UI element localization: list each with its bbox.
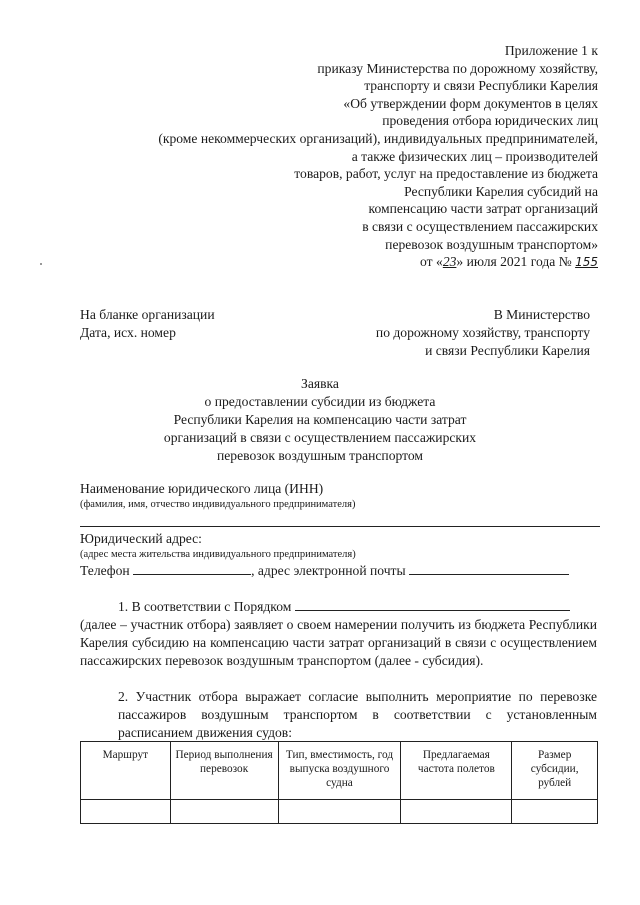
name-label: Наименование юридического лица (ИНН) bbox=[80, 481, 324, 496]
paragraph-1-lead: 1. В соответствии с Порядком bbox=[118, 599, 292, 614]
flights-table bbox=[80, 741, 598, 824]
name-hint: (фамилия, имя, отчество индивидуального предпринимателя) bbox=[80, 499, 356, 510]
table-cell[interactable] bbox=[512, 800, 598, 824]
paragraph-1-text: (далее – участник отбора) заявляет о своем намерении получить из бюджета Республики Карелия субсидию на компенсацию части затрат организаций в связи с осуществлением пассажирских перевозок воздушным транспортом (далее - субсидия). bbox=[80, 617, 597, 668]
table-cell[interactable] bbox=[278, 800, 401, 824]
email-fill-line[interactable] bbox=[409, 562, 569, 575]
annex-line: товаров, работ, услуг на предоставление из бюджета bbox=[294, 166, 598, 182]
annex-date-line bbox=[78, 253, 598, 272]
annex-line: приказу Министерства по дорожному хозяйству, bbox=[317, 60, 598, 76]
date-prefix: от « bbox=[420, 254, 443, 270]
title-line: Республики Карелия на компенсацию части затрат bbox=[173, 412, 467, 427]
paragraph-2 bbox=[80, 688, 597, 742]
annex-line: в связи с осуществлением пассажирских bbox=[362, 218, 598, 234]
annex-line: Республики Карелия субсидий на bbox=[404, 183, 598, 199]
col-frequency: Предлагаемая частота полетов bbox=[401, 742, 512, 800]
annex-line: (кроме некоммерческих организаций), индивидуальных предпринимателей, bbox=[158, 130, 598, 146]
title-line: Заявка bbox=[301, 376, 339, 391]
letterhead-line: На бланке организации bbox=[80, 307, 215, 322]
phone-label: Телефон bbox=[80, 563, 130, 578]
annex-line: проведения отбора юридических лиц bbox=[382, 113, 598, 129]
annex-line: Приложение 1 к bbox=[504, 43, 598, 58]
letterhead-note bbox=[80, 306, 215, 342]
email-label: , адрес электронной почты bbox=[251, 563, 406, 578]
annex-block bbox=[78, 42, 598, 272]
addressee-block bbox=[290, 306, 590, 360]
col-aircraft: Тип, вместимость, год выпуска воздушного судна bbox=[278, 742, 401, 800]
letterhead-line: Дата, исх. номер bbox=[80, 325, 176, 340]
col-period: Период выполнения перевозок bbox=[170, 742, 278, 800]
handwritten-order-number: 155 bbox=[575, 255, 598, 270]
document-title bbox=[0, 375, 640, 465]
procedure-fill-line[interactable] bbox=[295, 598, 570, 611]
title-line: о предоставлении субсидии из бюджета bbox=[204, 394, 436, 409]
table-cell[interactable] bbox=[81, 800, 171, 824]
annex-line: транспорту и связи Республики Карелия bbox=[364, 78, 598, 94]
address-label: Юридический адрес: bbox=[80, 531, 202, 546]
name-fill-line[interactable] bbox=[80, 526, 600, 527]
contact-row bbox=[80, 562, 600, 580]
annex-line: компенсацию части затрат организаций bbox=[368, 201, 598, 217]
title-line: перевозок воздушным транспортом bbox=[216, 448, 424, 463]
col-route: Маршрут bbox=[81, 742, 171, 800]
annex-line: «Об утверждении форм документов в целях bbox=[343, 95, 598, 111]
scan-speck bbox=[40, 263, 42, 265]
date-middle: » июля 2021 года № bbox=[456, 254, 572, 270]
table-cell[interactable] bbox=[170, 800, 278, 824]
annex-line: перевозок воздушным транспортом» bbox=[385, 236, 598, 252]
table-row bbox=[81, 800, 598, 824]
paragraph-1 bbox=[80, 598, 597, 670]
addressee-line: и связи Республики Карелия bbox=[425, 343, 590, 358]
applicant-fields bbox=[80, 480, 600, 580]
addressee-line: по дорожному хозяйству, транспорту bbox=[375, 325, 590, 340]
addressee-line: В Министерство bbox=[493, 307, 590, 322]
annex-line: а также физических лиц – производителей bbox=[351, 148, 598, 164]
col-subsidy: Размер субсидии, рублей bbox=[512, 742, 598, 800]
table-header-row bbox=[81, 742, 598, 800]
paragraph-2-text: 2. Участник отбора выражает согласие выполнить мероприятие по перевозке пассажиров воздушным транспортом в соответствии с установленным расписанием движения судов: bbox=[118, 689, 597, 740]
table-cell[interactable] bbox=[401, 800, 512, 824]
address-hint: (адрес места жительства индивидуального предпринимателя) bbox=[80, 549, 356, 560]
phone-fill-line[interactable] bbox=[133, 562, 251, 575]
title-line: организаций в связи с осуществлением пассажирских bbox=[163, 430, 477, 445]
handwritten-day: 23 bbox=[442, 254, 457, 270]
paragraph-1-lead-row bbox=[80, 598, 597, 616]
